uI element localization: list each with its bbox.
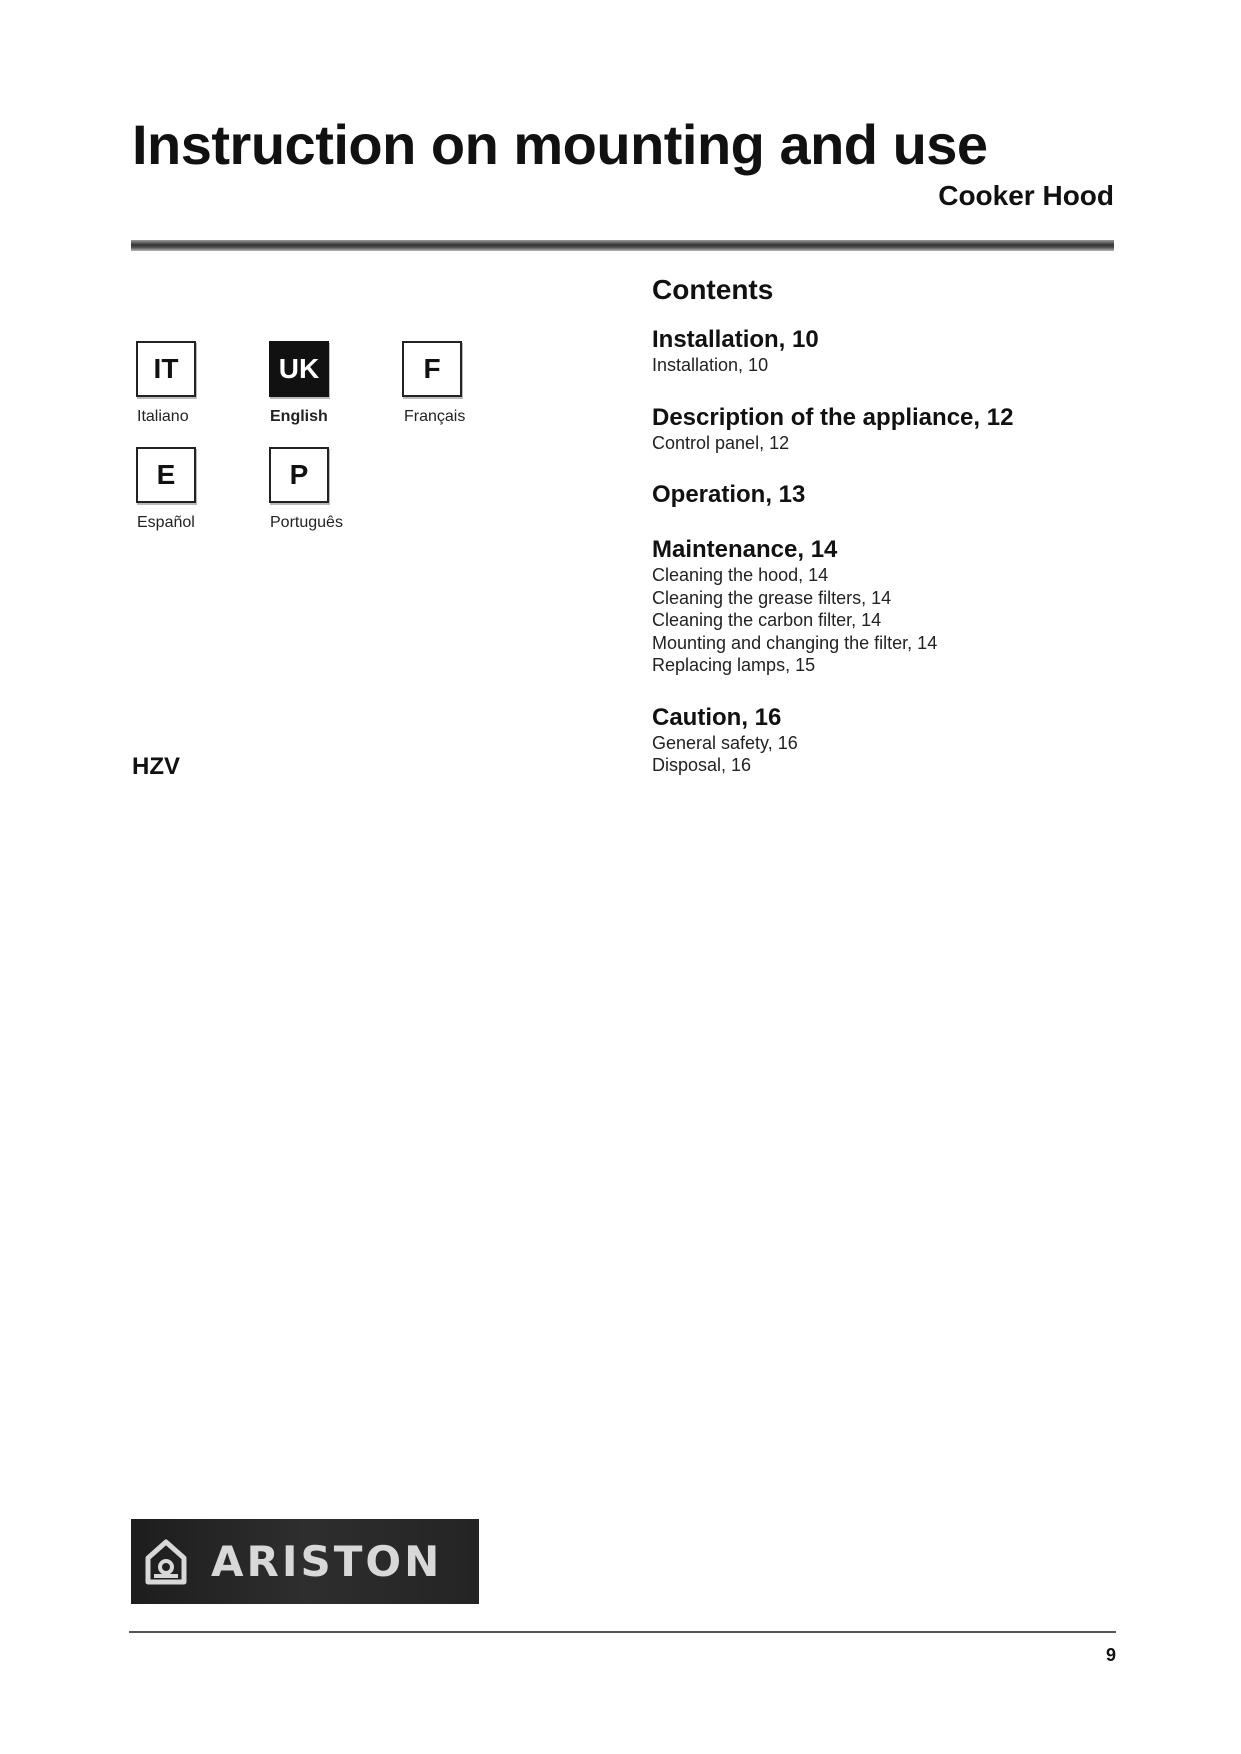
toc-section-description — [652, 404, 1112, 455]
toc-item[interactable]: Cleaning the grease filters, 14 — [652, 587, 892, 608]
language-box-p[interactable] — [269, 447, 329, 503]
document-subtitle: Cooker Hood — [938, 180, 1114, 211]
toc-section-caution — [652, 704, 1112, 777]
toc-section-title[interactable]: Caution, 16 — [652, 703, 782, 731]
toc-item[interactable]: Control panel, 12 — [652, 432, 790, 453]
language-box-uk[interactable] — [269, 341, 329, 397]
toc-section-title[interactable]: Maintenance, 14 — [652, 536, 838, 563]
language-code: F — [423, 353, 441, 384]
header-divider — [131, 240, 1114, 251]
ariston-logo — [131, 1519, 479, 1604]
toc-item[interactable]: Disposal, 16 — [652, 755, 752, 775]
toc-section-operation — [652, 481, 1112, 509]
language-box-e[interactable] — [136, 447, 196, 503]
house-icon — [143, 1536, 189, 1588]
language-label-f: Français — [404, 408, 466, 425]
language-code: E — [156, 459, 176, 490]
language-label-p: Português — [270, 514, 343, 531]
toc-item[interactable]: General safety, 16 — [652, 732, 798, 753]
page-number: 9 — [1105, 1645, 1116, 1665]
language-label-uk: English — [270, 408, 328, 425]
toc-section-maintenance — [652, 536, 1112, 677]
toc-section-title[interactable]: Operation, 13 — [652, 481, 806, 508]
toc-section-installation — [652, 326, 1112, 377]
language-box-f[interactable] — [402, 341, 462, 397]
language-code: P — [289, 459, 309, 490]
toc-item[interactable]: Replacing lamps, 15 — [652, 655, 816, 675]
footer-divider — [129, 1631, 1116, 1633]
toc-section-title[interactable]: Installation, 10 — [652, 326, 819, 353]
language-code: IT — [153, 353, 179, 384]
toc-section-title[interactable]: Description of the appliance, 12 — [652, 403, 1014, 431]
toc-item[interactable]: Cleaning the hood, 14 — [652, 565, 829, 585]
language-label-it: Italiano — [137, 408, 189, 425]
table-of-contents — [652, 274, 1112, 804]
document-title: Instruction on mounting and use — [132, 113, 988, 176]
model-name: HZV — [132, 753, 180, 780]
contents-heading: Contents — [652, 274, 774, 305]
language-label-e: Español — [137, 514, 195, 531]
language-code: UK — [278, 353, 320, 384]
toc-item[interactable]: Mounting and changing the filter, 14 — [652, 632, 938, 653]
brand-name: ARISTON — [211, 1537, 443, 1586]
toc-item[interactable]: Cleaning the carbon filter, 14 — [652, 610, 882, 630]
language-box-it[interactable] — [136, 341, 196, 397]
toc-item[interactable]: Installation, 10 — [652, 355, 769, 375]
